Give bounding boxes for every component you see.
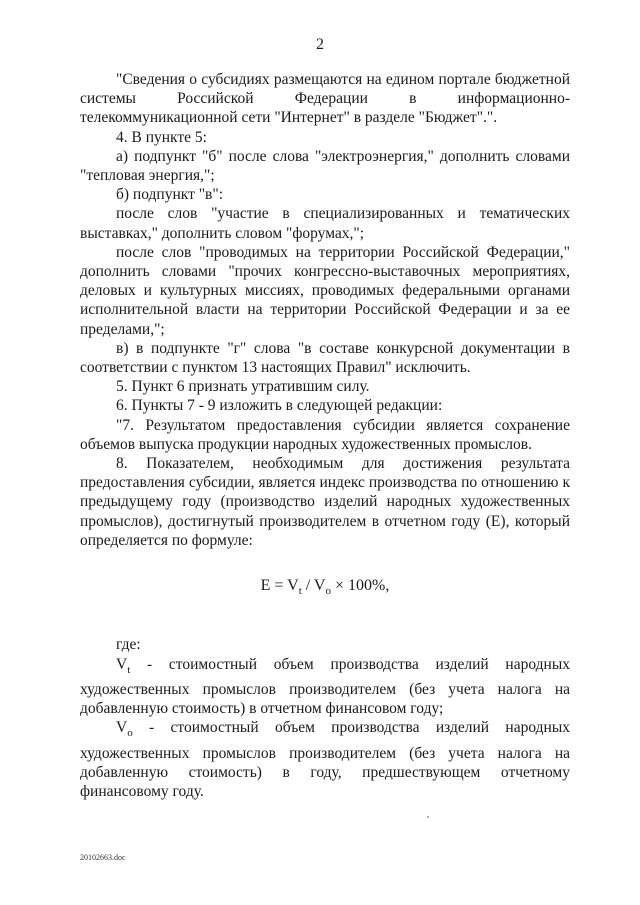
vt-description: - стоимостный объем производства изделий народных художественных промыслов производителем (без учета налога на добавленную стоимость) в отчетном финансовом году; xyxy=(80,655,570,718)
paragraph-point-7: "7. Результатом предоставления субсидии является сохранение объемов выпуска продукции народных художественных промыслов. xyxy=(80,416,570,453)
paragraph-subsidy-info: "Сведения о субсидиях размещаются на едином портале бюджетной системы Российской Федерации в информационно-телекоммуникационной сети "Интернет" в разделе "Бюджет".". xyxy=(80,71,570,127)
footer-filename: 20102663.doc xyxy=(80,853,126,862)
vo-subscript: o xyxy=(127,727,133,740)
formula-lhs: E = V xyxy=(260,577,299,595)
paragraph-subitem-v: в) в подпункте "г" слова "в составе конкурсной документации в соответствии с пунктом 13 настоящих Правил" исключить. xyxy=(80,339,570,377)
paragraph-subitem-a: а) подпункт "б" после слова "электроэнергия," дополнить словами "тепловая энергия,"; xyxy=(80,147,570,185)
vo-symbol: V xyxy=(116,719,128,737)
paragraph-item-6: 6. Пункты 7 - 9 изложить в следующей редакции: xyxy=(116,397,443,415)
vt-subscript: t xyxy=(127,663,131,676)
definition-vo xyxy=(80,718,570,801)
paragraph-after-territory: после слов "проводимых на территории Российской Федерации," дополнить словами "прочих конгрессно-выставочных мероприятиях, деловых и культурных миссиях, проводимых федеральными органами исполнительной власти на территории Российской Федерации и за ее пределами,"; xyxy=(80,243,570,338)
page-number: 2 xyxy=(316,36,324,53)
document-body xyxy=(80,70,570,801)
formula-div: / V xyxy=(301,577,326,595)
paragraph-subitem-b: б) подпункт "в": xyxy=(116,186,224,204)
definitions-where: где: xyxy=(116,636,141,654)
index-formula xyxy=(80,576,570,601)
scan-speck xyxy=(427,816,429,818)
definition-vt xyxy=(80,655,570,719)
paragraph-item-4: 4. В пункте 5: xyxy=(116,128,207,146)
vt-symbol: V xyxy=(116,655,128,673)
formula-sub-o: o xyxy=(325,585,331,598)
paragraph-point-8: 8. Показателем, необходимым для достижения результата предоставления субсидии, является индекс производства по отношению к предыдущему году (производство изделий народных художественных промыслов), достигнутый производителем в отчетном году (Е), который определяется по формуле: xyxy=(80,455,570,549)
formula-rhs: × 100%, xyxy=(330,577,390,595)
paragraph-after-exhibitions: после слов "участие в специализированных и тематических выставках," дополнить словом "форумах,"; xyxy=(80,205,570,242)
paragraph-item-5: 5. Пункт 6 признать утратившим силу. xyxy=(116,378,370,396)
vo-description: - стоимостный объем производства изделий народных художественных промыслов производителем (без учета налога на добавленную стоимость) в году, предшествующем отчетному финансовому году. xyxy=(80,719,570,801)
formula-sub-t: t xyxy=(298,585,302,598)
